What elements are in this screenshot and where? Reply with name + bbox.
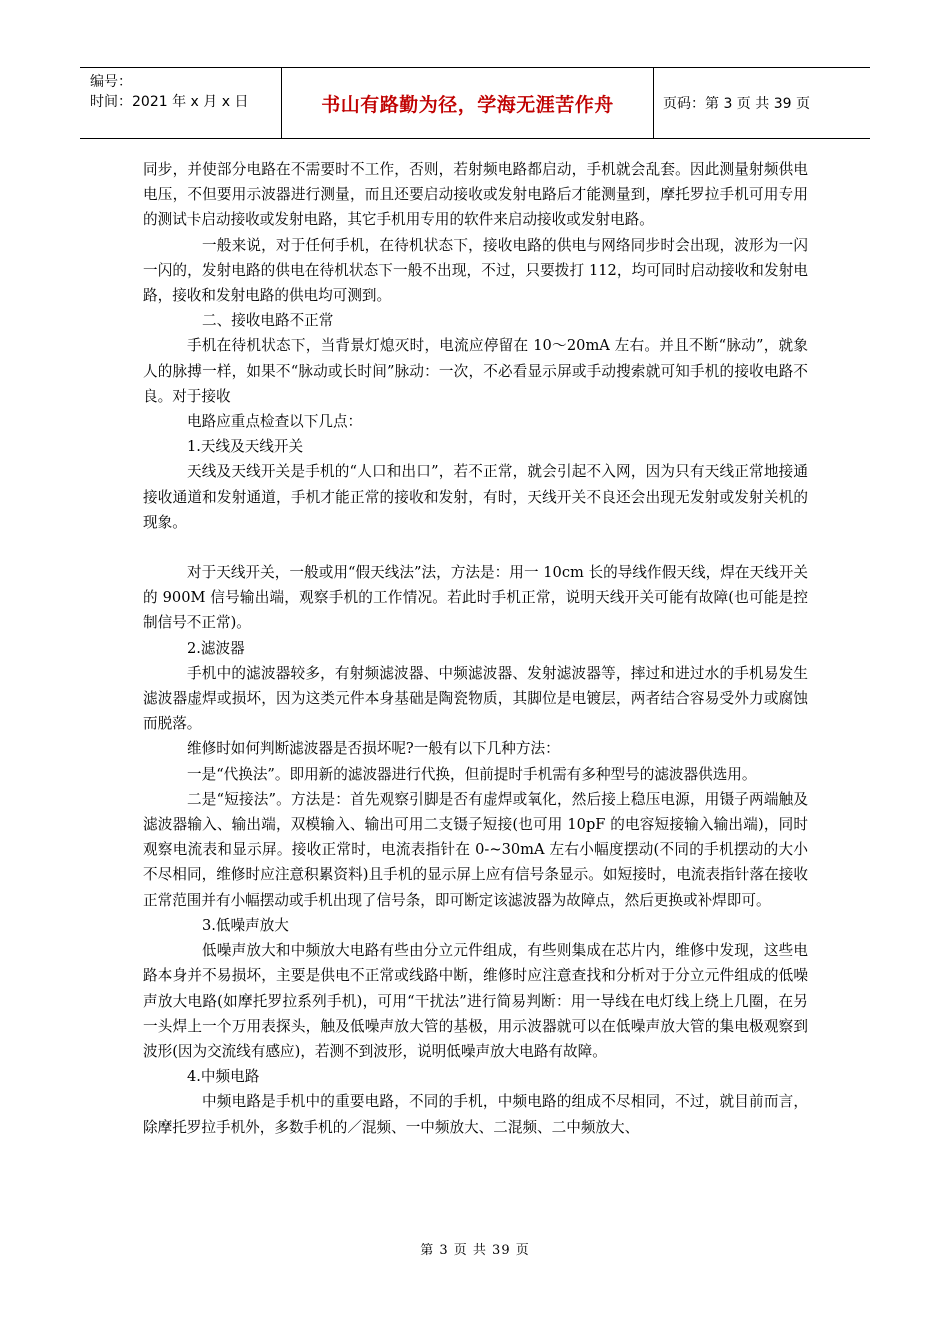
paragraph: 低噪声放大和中频放大电路有些由分立元件组成，有些则集成在芯片内，维修中发现，这些电路本身并不易损坏，主要是供电不正常或线路中断，维修时应注意查找和分析对于分立元件组成的低噪声放大电路(如摩托罗拉系列手机)，可用“干扰法”进行简易判断：用一导线在电灯线上绕上几圈，在另一头焊上一个万用表探头，触及低噪声放大管的基极，用示波器就可以在低噪声放大管的集电极观察到波形(因为交流线有感应)，若测不到波形，说明低噪声放大电路有故障。 — [143, 942, 808, 1060]
paragraph: 手机中的滤波器较多，有射频滤波器、中频滤波器、发射滤波器等，摔过和进过水的手机易发生滤波器虚焊或损坏，因为这类元件本身基础是陶瓷物质，其脚位是电镀层，两者结合容易受外力或腐蚀而脱落。 — [143, 664, 808, 733]
subsection-heading: 4.中频电路 — [187, 1068, 260, 1086]
header-page-info: 页码：第 3 页 共 39 页 — [663, 96, 810, 112]
paragraph: 一般来说，对于任何手机，在待机状态下，接收电路的供电与网络同步时会出现，波形为一闪一闪的，发射电路的供电在待机状态下一般不出现，不过，只要拨打 112，均可同时启动接收和发射电路，接收和发射电路的供电均可测到。 — [143, 236, 808, 305]
header-divider-right — [653, 68, 654, 138]
paragraph: 对于天线开关，一般或用“假天线法”法，方法是：用一 10cm 长的导线作假天线，焊在天线开关的 900M 信号输出端，观察手机的工作情况。若此时手机正常，说明天线开关可能有故障(也可能是控制信号不正常)。 — [143, 564, 808, 632]
blank-line — [143, 535, 808, 560]
header-motto: 书山有路勤为径，学海无涯苦作舟 — [321, 93, 614, 116]
subsection-heading: 1.天线及天线开关 — [187, 438, 304, 456]
subsection-heading: 3.低噪声放大 — [202, 916, 289, 934]
section-heading: 二、接收电路不正常 — [202, 312, 334, 330]
paragraph: 同步，并使部分电路在不需要时不工作，否则，若射频电路都启动，手机就会乱套。因此测量射频供电电压，不但要用示波器进行测量，而且还要启动接收或发射电路后才能测量到，摩托罗拉手机可用专用的测试卡启动接收或发射电路，其它手机用专用的软件来启动接收或发射电路。 — [143, 161, 808, 229]
subsection-heading: 2.滤波器 — [187, 639, 245, 657]
document-number-label: 编号： — [90, 74, 132, 90]
header-meta — [80, 68, 281, 138]
paragraph: 一是“代换法”。即用新的滤波器进行代换，但前提时手机需有多种型号的滤波器供选用。 — [187, 765, 757, 783]
document-body — [143, 157, 808, 1140]
page-header — [80, 67, 870, 139]
paragraph: 中频电路是手机中的重要电路，不同的手机，中频电路的组成不尽相同，不过，就目前而言，除摩托罗拉手机外，多数手机的／混频、一中频放大、二混频、二中频放大、 — [143, 1093, 808, 1136]
paragraph: 手机在待机状态下，当背景灯熄灭时，电流应停留在 10～20mA 左右。并且不断“脉动”，就象人的脉搏一样，如果不“脉动或长时间”脉动：一次，不必看显示屏或手动搜索就可知手机的接收电路不良。对于接收 — [143, 337, 808, 405]
page-footer: 第 3 页 共 39 页 — [420, 1243, 530, 1258]
paragraph: 维修时如何判断滤波器是否损坏呢?一般有以下几种方法： — [187, 740, 560, 758]
document-time-label: 时间：2021 年 x 月 x 日 — [90, 94, 249, 110]
paragraph: 天线及天线开关是手机的“人口和出口”，若不正常，就会引起不入网，因为只有天线正常地接通接收通道和发射通道，手机才能正常的接收和发射，有时，天线开关不良还会出现无发射或发射关机的现象。 — [143, 463, 808, 531]
paragraph: 电路应重点检查以下几点： — [187, 413, 363, 431]
paragraph: 二是“短接法”。方法是：首先观察引脚是否有虚焊或氧化，然后接上稳压电源，用镊子两端触及滤波器输入、输出端，双模输入、输出可用二支镊子短接(也可用 10pF 的电容短接输入输出端)，同时观察电流表和显示屏。接收正常时，电流表指针在 0-~30mA 左右小幅度摆动(不同的手机摆动的大小不尽相同，维修时应注意积累资料)且手机的显示屏上应有信号条显示。如短接时，电流表指针落在接收正常范围并有小幅摆动或手机出现了信号条，即可断定该滤波器为故障点，然后更换或补焊即可。 — [143, 790, 808, 909]
